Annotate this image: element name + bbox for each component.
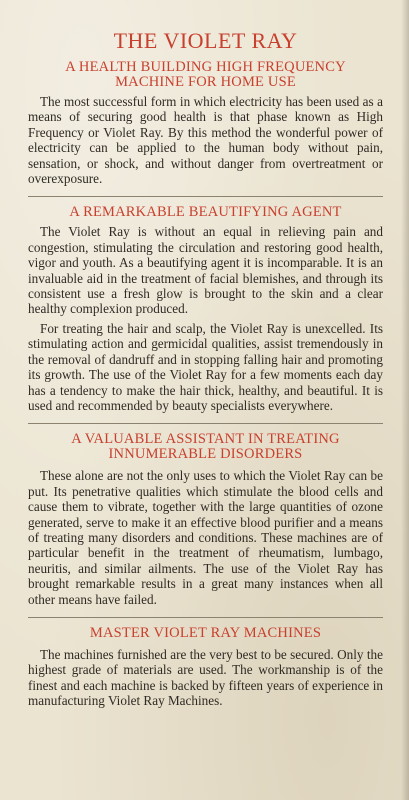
section-master-machines (28, 626, 383, 709)
paragraph: The most successful form in which electricity has been used as a means of securing good health is that phase known as High Frequency or Violet Ray. By this method the wonderful power of electricity can be applied to the human body without pain, sensation, or shock, and without danger from overtreatment or overexposure. (28, 94, 383, 187)
paragraph: For treating the hair and scalp, the Violet Ray is unexcelled. Its stimulating action and germicidal qualities, assist tremendously in the removal of dandruff and in stopping falling hair and promoting its growth. The use of the Violet Ray for a few moments each day has a tendency to make the hair thick, healthy, and beautiful. It is used and recommended by beauty specialists everywhere. (28, 320, 383, 413)
section-heading: A REMARKABLE BEAUTIFYING AGENT (69, 204, 342, 221)
section-heading: MASTER VIOLET RAY MACHINES (89, 624, 322, 641)
paragraph: The Violet Ray is without an equal in relieving pain and congestion, stimulating the circulation and restoring good health, vigor and youth. As a beautifying agent it is incomparable. It is an invaluable aid in the treatment of facial blemishes, and through its consistent use a fresh glow is brought to the skin and a clear healthy complexion produced. (28, 224, 383, 317)
section-heading: MACHINE FOR HOME USE (115, 74, 296, 90)
section-beautifying-agent (28, 205, 383, 413)
divider (28, 423, 383, 424)
divider (28, 196, 383, 197)
section-heading: INNUMERABLE DISORDERS (108, 446, 303, 463)
section-health-building (28, 60, 383, 186)
divider (28, 617, 383, 618)
section-heading: A VALUABLE ASSISTANT IN TREATING (71, 431, 340, 448)
section-valuable-assistant (28, 432, 383, 607)
paragraph: The machines furnished are the very best to be secured. Only the highest grade of materials are used. The workmanship is of the finest and each machine is backed by fifteen years of experience in manufacturing Violet Ray Machines. (28, 646, 383, 709)
page-title: THE VIOLET RAY (113, 28, 298, 53)
section-heading: A HEALTH BUILDING HIGH FREQUENCY (65, 59, 346, 75)
paragraph: These alone are not the only uses to which the Violet Ray can be put. Its penetrative qualities which stimulate the blood cells and cause them to vibrate, together with the large quantities of ozone generated, serve to make it an effective blood purifier and a means of treating many disorders and conditions. These machines are of particular benefit in the treatment of rheumatism, lumbago, neuritis, and similar ailments. The use of the Violet Ray has brought remarkable results in a great many instances when all other means have failed. (28, 468, 383, 607)
